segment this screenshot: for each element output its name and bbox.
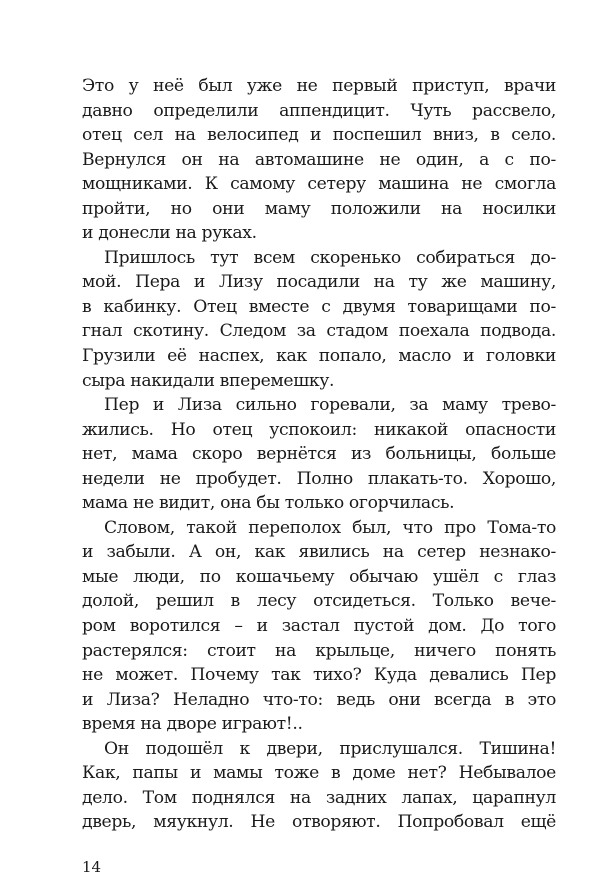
- text-line: дверь, мяукнул. Не отворяют. Попробовал ещё: [82, 812, 556, 833]
- text-line: Пришлось тут всем скоренько собираться до-: [104, 247, 556, 268]
- page-number: 14: [82, 858, 102, 876]
- text-line: пройти, но они маму положили на носилки: [82, 198, 556, 219]
- text-line: ром воротился – и застал пустой дом. До того: [82, 616, 556, 637]
- text-line: и Лиза? Неладно что-то: ведь они всегда в это: [82, 689, 556, 710]
- text-line: недели не пробудет. Полно плакать-то. Хорошо,: [82, 468, 556, 489]
- paragraph-3: [82, 393, 556, 516]
- text-line: давно определили аппендицит. Чуть рассвело,: [82, 100, 556, 121]
- text-line: жились. Но отец успокоил: никакой опасности: [82, 419, 556, 440]
- paragraph-2: [82, 246, 556, 393]
- paragraph-4: [82, 516, 556, 737]
- text-line: мама не видит, она бы только огорчилась.: [82, 493, 455, 514]
- text-line: растерялся: стоит на крыльце, ничего понять: [82, 640, 556, 661]
- text-line: Вернулся он на автомашине не один, а с по-: [82, 149, 556, 170]
- text-line: Он подошёл к двери, прислушался. Тишина!: [104, 738, 556, 759]
- text-line: в кабинку. Отец вместе с двумя товарищами по-: [82, 296, 556, 317]
- paragraph-1: [82, 74, 556, 246]
- text-line: Пер и Лиза сильно горевали, за маму трево-: [104, 395, 556, 416]
- text-line: Как, папы и мамы тоже в доме нет? Небывалое: [82, 763, 556, 784]
- text-line: отец сел на велосипед и поспешил вниз, в село.: [82, 125, 556, 146]
- text-line: и донесли на руках.: [82, 223, 257, 244]
- text-line: долой, решил в лесу отсидеться. Только вече-: [82, 591, 556, 612]
- page-body: [82, 74, 556, 835]
- paragraph-5: [82, 737, 556, 835]
- text-line: дело. Том поднялся на задних лапах, царапнул: [82, 787, 556, 808]
- text-line: нет, мама скоро вернётся из больницы, больше: [82, 444, 556, 465]
- text-line: Это у неё был уже не первый приступ, врачи: [82, 76, 556, 96]
- text-line: и забыли. А он, как явились на сетер незнако-: [82, 542, 556, 563]
- text-line: сыра накидали вперемешку.: [82, 370, 335, 391]
- text-line: время на дворе играют!..: [82, 714, 303, 735]
- text-line: Грузили её наспех, как попало, масло и головки: [82, 346, 556, 367]
- text-line: гнал скотину. Следом за стадом поехала подвода.: [82, 321, 556, 342]
- text-line: мой. Пера и Лизу посадили на ту же машину,: [82, 272, 556, 293]
- text-line: Словом, такой переполох был, что про Тома-то: [104, 517, 556, 538]
- text-line: мощниками. К самому сетеру машина не смогла: [82, 174, 556, 195]
- text-line: мые люди, по кошачьему обычаю ушёл с глаз: [82, 566, 556, 587]
- text-line: не может. Почему так тихо? Куда девались Пер: [82, 665, 556, 686]
